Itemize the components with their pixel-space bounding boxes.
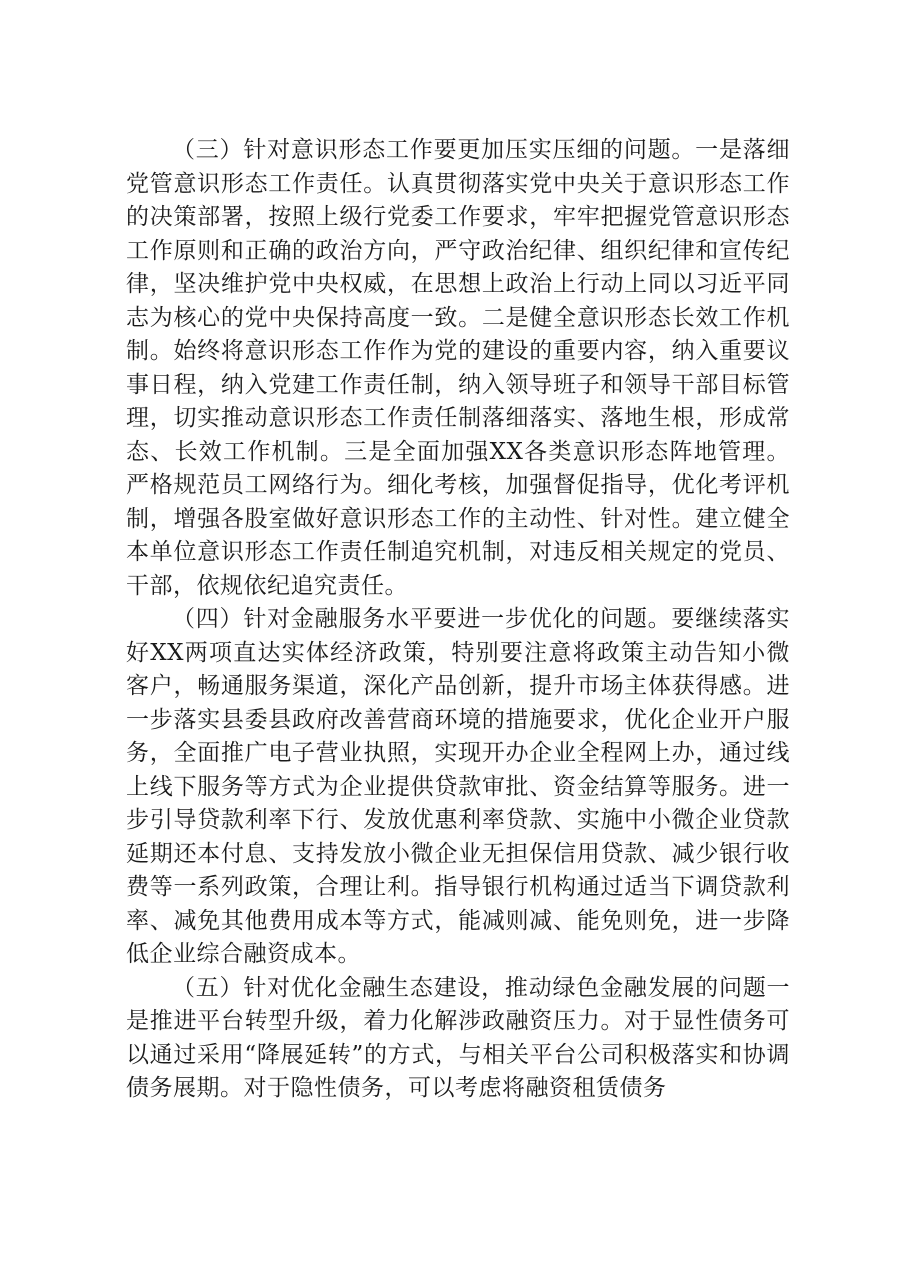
paragraph-three: （三）针对意识形态工作要更加压实压细的问题。一是落细党管意识形态工作责任。认真贯彻落实党中央关于意识形态工作的决策部署，按照上级行党委工作要求，牢牢把握党管意识形态工作原则和正确的政治方向，严守政治纪律、组织纪律和宣传纪律，坚决维护党中央权威，在思想上政治上行动上同以习近平同志为核心的党中央保持高度一致。二是健全意识形态长效工作机制。始终将意识形态工作作为党的建设的重要内容，纳入重要议事日程，纳入党建工作责任制，纳入领导班子和领导干部目标管理，切实推动意识形态工作责任制落细落实、落地生根，形成常态、长效工作机制。三是全面加强XX各类意识形态阵地管理。严格规范员工网络行为。细化考核，加强督促指导，优化考评机制，增强各股室做好意识形态工作的主动性、针对性。建立健全本单位意识形态工作责任制追究机制，对违反相关规定的党员、干部，依规依纪追究责任。 <box>126 137 790 599</box>
paragraph-five: （五）针对优化金融生态建设，推动绿色金融发展的问题一是推进平台转型升级，着力化解涉政融资压力。对于显性债务可以通过采用“降展延转”的方式，与相关平台公司积极落实和协调债务展期。对于隐性债务，可以考虑将融资租赁债务 <box>126 974 790 1101</box>
document-body <box>126 134 790 1106</box>
paragraph-four: （四）针对金融服务水平要进一步优化的问题。要继续落实好XX两项直达实体经济政策，特别要注意将政策主动告知小微客户，畅通服务渠道，深化产品创新，提升市场主体获得感。进一步落实县委县政府改善营商环境的措施要求，优化企业开户服务，全面推广电子营业执照，实现开办企业全程网上办，通过线上线下服务等方式为企业提供贷款审批、资金结算等服务。进一步引导贷款利率下行、发放优惠利率贷款、实施中小微企业贷款延期还本付息、支持发放小微企业无担保信用贷款、减少银行收费等一系列政策，合理让利。指导银行机构通过适当下调贷款利率、减免其他费用成本等方式，能减则减、能免则免，进一步降低企业综合融资成本。 <box>126 606 790 967</box>
